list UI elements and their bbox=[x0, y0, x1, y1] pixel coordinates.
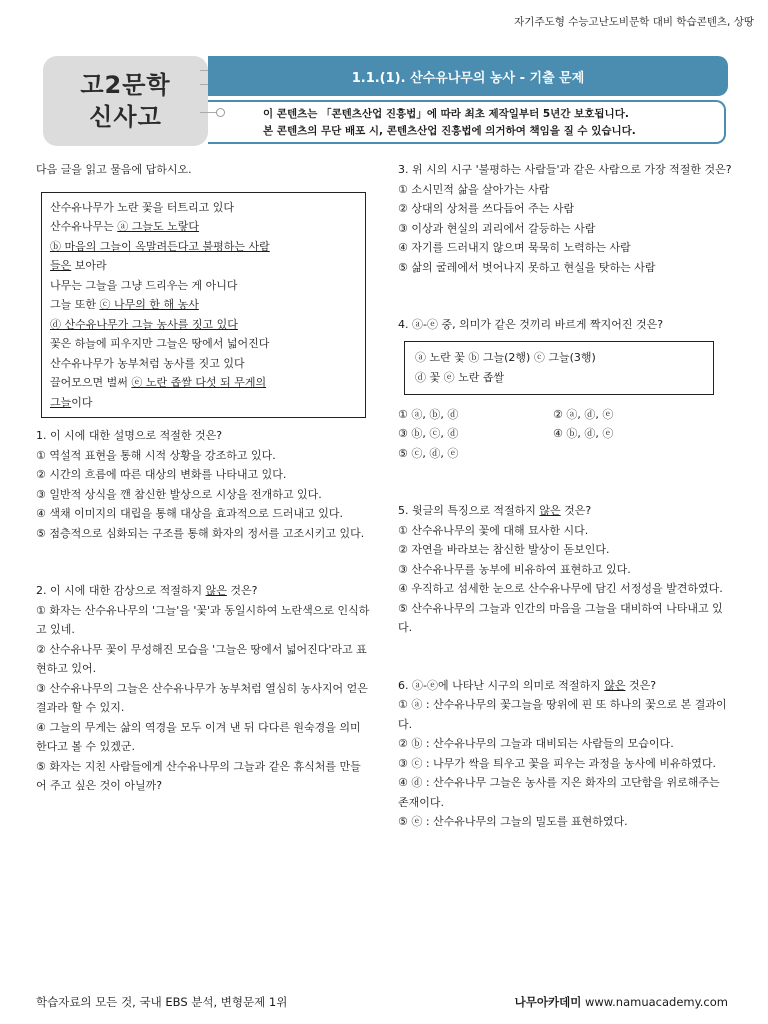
poem-line bbox=[50, 393, 357, 413]
footer-brand-name: 나무아카데미 bbox=[514, 995, 582, 1009]
page-title: 1.1.(1). 산수유나무의 농사 - 기출 문제 bbox=[208, 56, 728, 96]
poem-line: 산수유나무가 노란 꽃을 터트리고 있다 bbox=[50, 200, 235, 214]
q6-option[interactable]: ⑤ ⓔ : 산수유나무의 그늘의 밀도를 표현하였다. bbox=[398, 815, 628, 828]
stem-text: 것은? bbox=[625, 678, 657, 692]
brand-line2: 신사고 bbox=[89, 103, 162, 131]
marker-e-cont: 그늘 bbox=[50, 395, 72, 409]
q5-option[interactable]: ④ 우직하고 섬세한 눈으로 산수유나무에 담긴 서정성을 발견하였다. bbox=[398, 582, 723, 595]
notice-line2: 본 콘텐츠의 무단 배포 시, 콘텐츠산업 진흥법에 의거하여 책임을 질 수 있습니다. bbox=[263, 125, 636, 137]
question-2-stem bbox=[36, 581, 371, 601]
q1-option[interactable]: ⑤ 점층적으로 심화되는 구조를 통해 화자의 정서를 고조시키고 있다. bbox=[36, 526, 365, 540]
question-6-stem bbox=[398, 676, 732, 696]
q1-option[interactable]: ② 시간의 흐름에 따른 대상의 변화를 나타내고 있다. bbox=[36, 468, 287, 481]
stem-emphasis: 않은 bbox=[604, 678, 626, 692]
poem-text: 그늘 또한 bbox=[50, 298, 100, 311]
stem-text: 2. 이 시에 대한 감상으로 적절하지 bbox=[36, 584, 206, 597]
footer-brand bbox=[515, 994, 728, 1010]
q5-option[interactable]: ② 자연을 바라보는 참신한 발상이 돋보인다. bbox=[398, 543, 610, 556]
poem-line: 꽃은 하늘에 피우지만 그늘은 땅에서 넓어진다 bbox=[50, 337, 270, 350]
q6-option[interactable]: ④ ⓓ : 산수유나무 그늘은 농사를 지은 화자의 고단함을 위로해주는 존재이다. bbox=[398, 776, 720, 809]
q4-option[interactable]: ① ⓐ, ⓑ, ⓓ bbox=[398, 407, 459, 421]
q3-option[interactable]: ⑤ 삶의 굴레에서 벗어나지 못하고 현실을 탓하는 사람 bbox=[398, 260, 656, 274]
marker-e: ⓔ 노란 좁쌀 다섯 되 무게의 bbox=[131, 376, 267, 389]
right-column bbox=[398, 160, 732, 832]
copyright-notice bbox=[208, 100, 726, 144]
stem-emphasis: 않은 bbox=[205, 584, 227, 597]
poem-box bbox=[41, 192, 366, 419]
marker-d: ⓓ 산수유나무가 그늘 농사를 짓고 있다 bbox=[50, 317, 238, 331]
footer-tagline: 학습자료의 모든 것, 국내 EBS 분석, 변형문제 1위 bbox=[36, 995, 288, 1009]
q4-option[interactable]: ④ ⓑ, ⓓ, ⓔ bbox=[553, 427, 614, 440]
q4-options bbox=[398, 405, 732, 464]
poem-line bbox=[50, 256, 357, 276]
poem-text: 이다 bbox=[71, 395, 93, 409]
notice-line1: 이 콘텐츠는 「콘텐츠산업 진흥법」에 따라 최초 제작일부터 5년간 보호됩니다. bbox=[263, 108, 629, 120]
q4-option[interactable]: ③ ⓑ, ⓒ, ⓓ bbox=[398, 427, 459, 440]
question-5-stem bbox=[398, 501, 732, 521]
header-top-note: 자기주도형 수능고난도비문학 대비 학습콘텐츠, 상땅 bbox=[514, 16, 754, 28]
poem-line bbox=[50, 373, 357, 393]
poem-text: 보아라 bbox=[71, 259, 107, 272]
marker-b-cont: 들은 bbox=[50, 259, 72, 272]
q1-option[interactable]: ③ 일반적 상식을 깬 참신한 발상으로 시상을 전개하고 있다. bbox=[36, 487, 322, 501]
footer-url[interactable]: www.namuacademy.com bbox=[581, 995, 728, 1009]
question-1-stem: 1. 이 시에 대한 설명으로 적절한 것은? bbox=[36, 429, 223, 442]
q2-option[interactable]: ③ 산수유나무의 그늘은 산수유나무가 농부처럼 열심히 농사지어 얻은 결과라 할 수 있지. bbox=[36, 681, 368, 714]
q6-option[interactable]: ① ⓐ : 산수유나무의 꽃그늘을 땅위에 핀 또 하나의 꽃으로 본 결과이다. bbox=[398, 698, 727, 731]
q5-option[interactable]: ③ 산수유나무를 농부에 비유하여 표현하고 있다. bbox=[398, 562, 631, 576]
q5-option[interactable]: ① 산수유나무의 꽃에 대해 묘사한 시다. bbox=[398, 523, 589, 537]
q2-option[interactable]: ⑤ 화자는 지친 사람들에게 산수유나무의 그늘과 같은 휴식처를 만들어 주고 싶은 것이 아닐까? bbox=[36, 759, 361, 792]
q4-choice-box bbox=[404, 341, 714, 395]
marker-b: ⓑ 마음의 그늘이 옥말려든다고 불평하는 사람 bbox=[50, 239, 270, 253]
intro-text: 다음 글을 읽고 물음에 답하시오. bbox=[36, 163, 192, 176]
poem-line: 산수유나무가 농부처럼 농사를 짓고 있다 bbox=[50, 356, 245, 370]
poem-line bbox=[50, 295, 357, 315]
q5-option[interactable]: ⑤ 산수유나무의 그늘과 인간의 마음을 그늘을 대비하여 나타내고 있다. bbox=[398, 601, 723, 634]
stem-text: 것은? bbox=[560, 504, 592, 517]
stem-text: 것은? bbox=[226, 584, 258, 597]
q3-option[interactable]: ③ 이상과 현실의 괴리에서 갈등하는 사람 bbox=[398, 221, 596, 235]
q6-option[interactable]: ② ⓑ : 산수유나무의 그늘과 대비되는 사람들의 모습이다. bbox=[398, 737, 674, 750]
q3-option[interactable]: ④ 자기를 드러내지 않으며 묵묵히 노력하는 사람 bbox=[398, 241, 631, 254]
q4-option[interactable]: ⑤ ⓒ, ⓓ, ⓔ bbox=[398, 446, 459, 460]
q2-option[interactable]: ② 산수유나무 꽃이 무성해진 모습을 '그늘은 땅에서 넓어진다'라고 표현하고 있어. bbox=[36, 642, 367, 675]
marker-a: ⓐ 그늘도 노랗다 bbox=[117, 220, 200, 233]
marker-c: ⓒ 나무의 한 해 농사 bbox=[99, 298, 199, 311]
q2-option[interactable]: ④ 그늘의 무게는 삶의 역경을 모두 이겨 낸 뒤 다다른 원숙경을 의미한다고 볼 수 있겠군. bbox=[36, 720, 361, 753]
question-3-stem: 3. 위 시의 시구 '불평하는 사람들'과 같은 사람으로 가장 적절한 것은? bbox=[398, 163, 732, 176]
q3-option[interactable]: ② 상대의 상처를 쓰다듬어 주는 사람 bbox=[398, 202, 575, 215]
poem-line: 나무는 그늘을 그냥 드리우는 게 아니다 bbox=[50, 278, 238, 292]
q1-option[interactable]: ④ 색채 이미지의 대립을 통해 대상을 효과적으로 드러내고 있다. bbox=[36, 507, 343, 520]
q4-option[interactable]: ② ⓐ, ⓓ, ⓔ bbox=[553, 407, 614, 421]
left-column bbox=[36, 160, 371, 796]
q6-option[interactable]: ③ ⓒ : 나무가 싹을 틔우고 꽃을 피우는 과정을 농사에 비유하였다. bbox=[398, 756, 717, 770]
stem-text: 6. ⓐ-ⓔ에 나타난 시구의 의미로 적절하지 bbox=[398, 678, 605, 692]
q2-option[interactable]: ① 화자는 산수유나무의 '그늘'을 '꽃'과 동일시하여 노란색으로 인식하고 있네. bbox=[36, 603, 370, 636]
q4-box-line: ⓓ 꽃 ⓔ 노란 좁쌀 bbox=[415, 370, 505, 384]
q1-option[interactable]: ① 역설적 표현을 통해 시적 상황을 강조하고 있다. bbox=[36, 448, 276, 462]
poem-line bbox=[50, 217, 357, 237]
poem-text: 산수유나무는 bbox=[50, 220, 118, 233]
brand-line1: 고2문학 bbox=[80, 71, 171, 99]
brand-box bbox=[43, 56, 208, 146]
q4-box-line: ⓐ 노란 꽃 ⓑ 그늘(2행) ⓒ 그늘(3행) bbox=[415, 350, 596, 364]
stem-text: 5. 윗글의 특징으로 적절하지 bbox=[398, 504, 540, 517]
stem-emphasis: 않은 bbox=[539, 504, 561, 517]
q3-option[interactable]: ① 소시민적 삶을 살아가는 사람 bbox=[398, 182, 550, 196]
question-4-stem: 4. ⓐ-ⓔ 중, 의미가 같은 것끼리 바르게 짝지어진 것은? bbox=[398, 318, 664, 331]
poem-text: 끌어모으면 벌써 bbox=[50, 376, 132, 389]
